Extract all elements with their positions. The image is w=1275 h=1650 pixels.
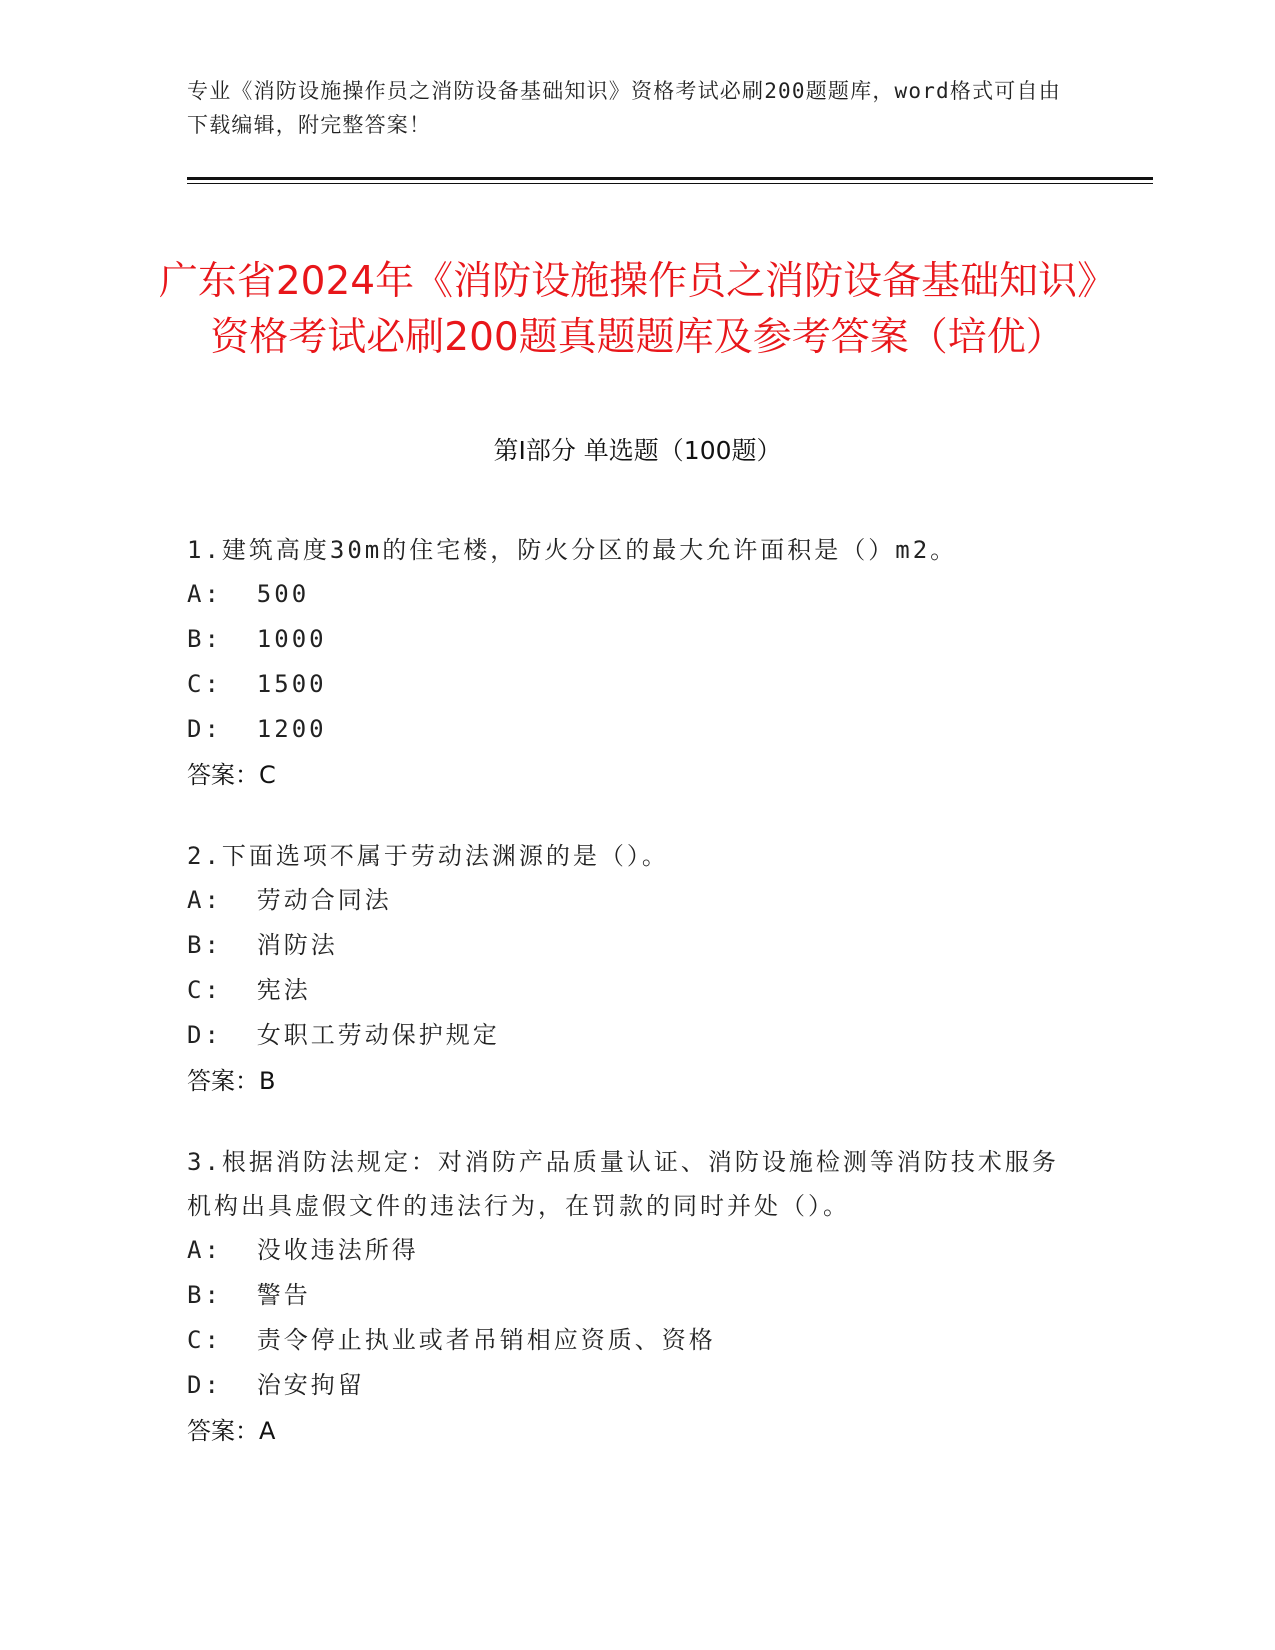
option-b: B: 消防法 xyxy=(187,931,338,959)
answer: 答案：B xyxy=(187,1067,276,1095)
option-c: C: 宪法 xyxy=(187,976,311,1004)
answer: 答案：C xyxy=(187,761,276,789)
question-stem: 1.建筑高度30m的住宅楼，防火分区的最大允许面积是（）m2。 xyxy=(187,536,958,564)
header-divider-thick xyxy=(187,177,1153,180)
question-3 xyxy=(187,1140,1067,1454)
question-2 xyxy=(187,834,1067,1104)
option-c: C: 1500 xyxy=(187,670,327,698)
option-b: B: 1000 xyxy=(187,625,327,653)
header-note: 专业《消防设施操作员之消防设备基础知识》资格考试必刷200题题库，word格式可自由下载编辑，附完整答案！ xyxy=(187,79,1061,137)
option-c: C: 责令停止执业或者吊销相应资质、资格 xyxy=(187,1326,716,1354)
option-b: B: 警告 xyxy=(187,1281,311,1309)
section-heading: 第Ⅰ部分 单选题（100题） xyxy=(493,436,782,465)
answer: 答案：A xyxy=(187,1417,276,1445)
option-a: A: 劳动合同法 xyxy=(187,886,392,914)
option-d: D: 1200 xyxy=(187,715,327,743)
option-d: D: 女职工劳动保护规定 xyxy=(187,1021,500,1049)
option-d: D: 治安拘留 xyxy=(187,1371,365,1399)
option-a: A: 500 xyxy=(187,580,310,608)
question-1 xyxy=(187,528,1067,798)
question-list xyxy=(187,528,1067,1490)
question-stem: 3.根据消防法规定：对消防产品质量认证、消防设施检测等消防技术服务机构出具虚假文件的违法行为，在罚款的同时并处（）。 xyxy=(187,1148,1059,1220)
header-divider-thin xyxy=(187,183,1153,184)
option-a: A: 没收违法所得 xyxy=(187,1236,419,1264)
document-title: 广东省2024年《消防设施操作员之消防设备基础知识》资格考试必刷200题真题题库及参考答案（培优） xyxy=(158,259,1117,361)
question-stem: 2.下面选项不属于劳动法渊源的是（）。 xyxy=(187,842,669,870)
